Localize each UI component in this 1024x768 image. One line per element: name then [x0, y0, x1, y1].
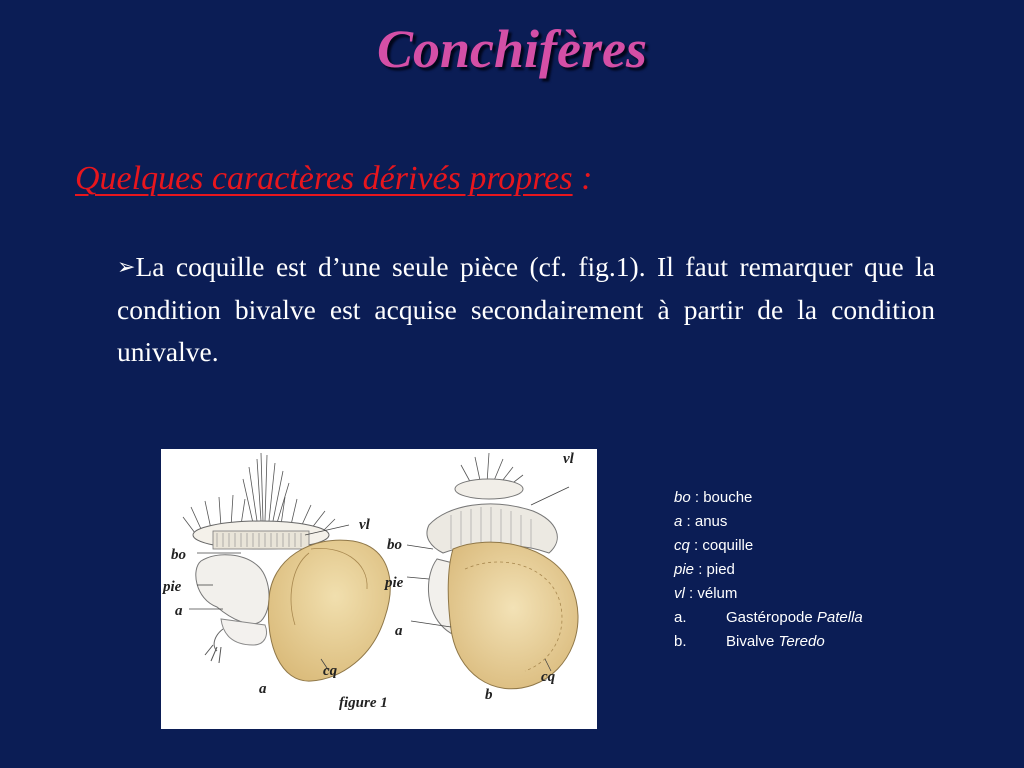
label-vl-right: vl	[563, 451, 574, 467]
legend-list-item: b. Bivalve Teredo	[674, 633, 825, 650]
legend-item: a : anus	[674, 513, 728, 530]
label-pie-right: pie	[385, 575, 404, 591]
legend-item: pie : pied	[674, 561, 735, 578]
figure-image	[161, 449, 597, 729]
mollusc-larvae-illustration	[161, 449, 597, 729]
slide-subtitle	[75, 160, 592, 198]
legend-list-item: a. Gastéropode Patella	[674, 609, 863, 626]
legend-item: bo : bouche	[674, 489, 753, 506]
label-a-left: a	[175, 603, 183, 619]
label-vl-left: vl	[359, 517, 370, 533]
label-b-bottom: b	[485, 687, 493, 703]
label-cq-right: cq	[541, 669, 556, 685]
bullet-paragraph	[117, 246, 935, 373]
slide-title: Conchifères	[377, 19, 647, 79]
figure-legend	[674, 486, 863, 654]
label-bo-right: bo	[387, 537, 402, 553]
bullet-text: La coquille est d’une seule pièce (cf. fig.1). Il faut remarquer que la condition bivalve est acquise secondairement à partir de la condition univalve.	[117, 251, 935, 367]
larva-a-drawing	[183, 453, 390, 681]
legend-item: vl : vélum	[674, 585, 738, 602]
subtitle-text: Quelques caractères dérivés propres	[75, 160, 573, 197]
subtitle-suffix: :	[572, 160, 593, 197]
legend-item: cq : coquille	[674, 537, 754, 554]
label-pie-left: pie	[163, 579, 182, 595]
label-a-right: a	[395, 623, 403, 639]
arrow-bullet-icon: ➢	[117, 255, 136, 280]
figure-caption: figure 1	[339, 695, 388, 711]
label-cq-left: cq	[323, 663, 338, 679]
label-bo-left: bo	[171, 547, 186, 563]
larva-b-drawing	[407, 453, 578, 689]
label-a-bottom: a	[259, 681, 267, 697]
